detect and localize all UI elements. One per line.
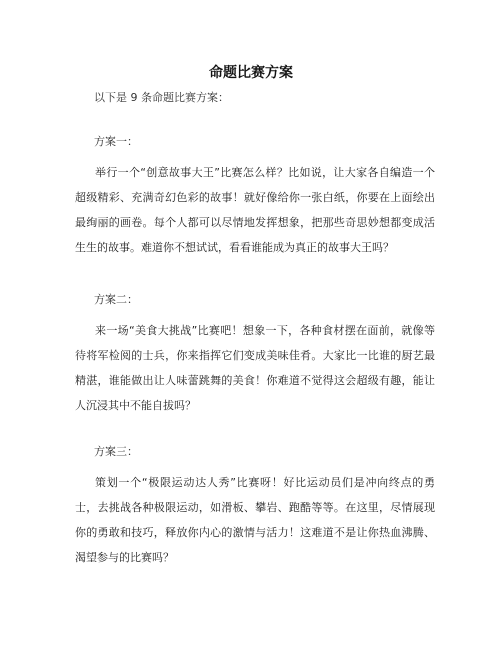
section-heading-1: 方案一： xyxy=(94,135,138,148)
intro-text: 以下是 9 条命题比赛方案： xyxy=(94,91,229,104)
section-paragraph-1: 举行一个“创意故事大王”比赛怎么样？比如说，让大家各自编造一个超级精彩、充满奇幻色彩的故事！就好像给你一张白纸，你要在上面绘出最绚丽的画卷。每个人都可以尽情地发挥想象，把那些奇思妙想都变成活生生的故事。难道你不想试试，看看谁能成为真正的故事大王吗？ xyxy=(75,166,435,254)
section-paragraph-3: 策划一个“极限运动达人秀”比赛呀！好比运动员们是冲向终点的勇士，去挑战各种极限运动，如滑板、攀岩、跑酷等等。在这里，尽情展现你的勇敢和技巧，释放你内心的激情与活力！这难道不是让你热血沸腾、渴望参与的比赛吗？ xyxy=(75,476,435,564)
section-heading-2: 方案二： xyxy=(94,293,138,306)
document-title: 命题比赛方案 xyxy=(209,65,293,81)
section-paragraph-2: 来一场“美食大挑战”比赛吧！想象一下，各种食材摆在面前，就像等待将军检阅的士兵，你来指挥它们变成美味佳肴。大家比一比谁的厨艺最精湛，谁能做出让人味蕾跳舞的美食！你难道不觉得这会超级有趣，能让人沉浸其中不能自拔吗？ xyxy=(75,324,435,412)
section-heading-3: 方案三： xyxy=(94,445,138,458)
